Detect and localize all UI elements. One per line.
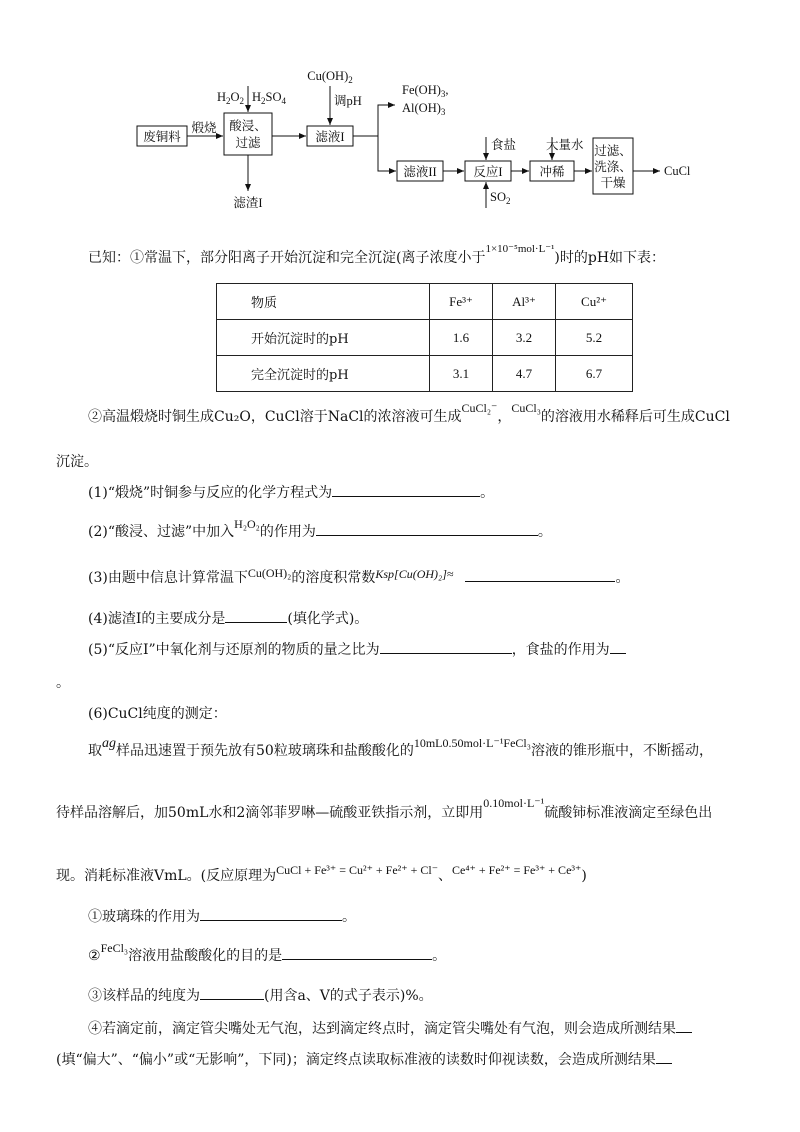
note2-text-b: 的溶液用水稀释后可生成CuCl [540,409,730,425]
answer-blank-6-1[interactable] [200,906,342,921]
arrow-to-filtrate2 [378,136,396,171]
subq-4-text-b: (填“偏大”、“偏小”或“无影响”，下同)；滴定终点读取标准液的读数时仰视读数，会造成所测结果 [56,1052,656,1068]
answer-blank-6-3[interactable] [200,985,264,1000]
subquestion-2 [88,941,447,966]
label-filtrate1: 滤液I [315,130,345,144]
reaction-equation-1: CuCl + Fe³⁺ = Cu²⁺ + Fe²⁺ + Cl⁻ [276,863,439,877]
label-filter-1: 过滤、 [594,144,632,158]
chem-fecl3: FeCl₃ [100,941,129,955]
question-3-text-b: 的溶度积常数 [291,570,376,586]
question-6-line-2 [56,796,713,823]
q6-l2-text: 待样品溶解后，加50mL水和2滴邻菲罗啉—硫酸亚铁指示剂，立即用 [56,805,484,821]
label-reaction1: 反应I [473,165,503,179]
answer-blank-6-4b[interactable] [656,1049,672,1064]
label-filter-2: 洗涤、 [594,160,632,174]
q6-l2-text-b: 硫酸铈标准液滴定至绿色出 [544,805,713,821]
table-cell: 开始沉淀时的pH [217,320,430,356]
table-header-cell: 物质 [217,284,430,320]
label-residue1: 滤渣I [233,196,263,210]
arrow-to-precipitate [378,105,395,136]
question-5-cont: 。 [56,675,70,691]
q6-l1-text-c: 溶液的锥形瓶中，不断摇动， [530,743,713,759]
table-cell: 4.7 [493,356,556,392]
question-4-text: (4)滤渣I的主要成分是 [88,611,226,627]
label-waste-copper: 废铜料 [143,130,181,144]
question-2-text-b: 的作用为 [259,524,316,540]
question-5 [88,639,626,660]
subq-1-text: ①玻璃珠的作用为 [88,909,200,925]
reaction-equation-2: Ce⁴⁺ + Fe²⁺ = Fe³⁺ + Ce³⁺ [452,863,582,877]
process-flow-diagram [0,0,800,230]
subq-2-text: 溶液用盐酸酸化的目的是 [128,948,283,964]
known-intro-end: )时的pH如下表： [554,250,666,266]
label-acid-leach-1: 酸浸、 [229,119,267,133]
question-4-text-b: (填化学式)。 [287,611,369,627]
label-salt: 食盐 [491,138,517,152]
fecl3-solution: 10mL0.50mol·L⁻¹FeCl₃ [413,736,531,750]
note2-line [88,401,730,427]
q6-l3-sep: 、 [438,868,453,884]
table-cell: 5.2 [556,320,633,356]
question-2 [88,517,552,542]
subquestion-3 [88,985,433,1006]
concentration-value: 1×10⁻⁵mol·L⁻¹ [485,243,555,255]
ksp-expression: Ksp[Cu(OH)₂]≈ [375,567,454,581]
subq-3-text: ③该样品的纯度为 [88,988,200,1004]
question-3-text: (3)由题中信息计算常温下 [88,570,248,586]
sample-mass-ag: ag [102,736,116,751]
subq-4-text: ④若滴定前，滴定管尖嘴处无气泡，达到滴定终点时，滴定管尖嘴处有气泡，则会造成所测结果 [88,1021,676,1037]
table-cell: 完全沉淀时的pH [217,356,430,392]
answer-blank-4[interactable] [225,608,287,623]
subquestion-4-cont [56,1049,672,1070]
question-5-text-b: ，食盐的作用为 [511,642,610,658]
question-6-line-1 [88,736,713,762]
question-5-text: (5)“反应I”中氧化剂与还原剂的物质的量之比为 [88,642,380,658]
note2-sep: ， [497,409,512,425]
q6-l1-text: 取 [88,743,102,759]
table-header-cell: Al³⁺ [493,284,556,320]
table-cell: 1.6 [430,320,493,356]
note2-text: ②高温煅烧时铜生成Cu₂O，CuCl溶于NaCl的浓溶液可生成 [88,409,462,425]
q6-l3-end: ) [581,868,587,884]
question-3 [88,567,629,588]
subq-2-end: 。 [432,948,447,964]
q6-l3-text: 现。消耗标准液VmL。(反应原理为 [56,868,277,884]
label-adjust-ph: 调pH [334,94,362,108]
table-row [217,320,633,356]
note2-line-2: 沉淀。 [56,454,98,470]
known-intro-text: 已知：①常温下，部分阳离子开始沉淀和完全沉淀(离子浓度小于 [88,250,486,266]
ion-cucl2: CuCl₂⁻ [461,401,498,415]
precipitation-ph-table [216,283,633,392]
subq-3-text-b: (用含a、V的式子表示)%。 [264,988,433,1004]
label-h2so4: $H_2SO_4$ [252,90,287,106]
table-row [217,356,633,392]
table-cell: 3.1 [430,356,493,392]
subquestion-1 [88,906,356,927]
subq-1-end: 。 [342,909,356,925]
question-1 [88,482,494,503]
answer-blank-6-2[interactable] [282,945,432,960]
answer-blank-5b[interactable] [610,639,626,654]
question-3-end: 。 [615,570,630,586]
question-1-text: (1)“煅烧”时铜参与反应的化学方程式为 [88,485,333,501]
table-header-cell: Fe³⁺ [430,284,493,320]
ion-cucl3: CuCl₃ [511,401,541,415]
q6-l1-text-b: 样品迅速置于预先放有50粒玻璃珠和盐酸酸化的 [116,743,414,759]
label-much-water: 大量水 [546,138,584,152]
subquestion-4 [88,1018,692,1039]
known-intro-line [88,243,666,269]
label-filtrate2: 滤液II [403,165,437,179]
answer-blank-1[interactable] [332,482,480,497]
question-6-title: (6)CuCl纯度的测定： [88,706,227,722]
answer-blank-3[interactable] [465,567,615,582]
table-cell: 6.7 [556,356,633,392]
answer-blank-6-4a[interactable] [676,1018,692,1033]
cerium-concentration: 0.10mol·L⁻¹ [483,796,545,810]
question-2-end: 。 [537,524,552,540]
table-cell: 3.2 [493,320,556,356]
label-h2o2: $H_2O_2$ [216,90,244,106]
subq-2-num: ② [88,948,101,964]
label-so2: $SO_2$ [490,190,511,206]
chem-h2o2: H₂O₂ [234,517,260,531]
label-filter-3: 干燥 [600,176,626,190]
question-1-end: 。 [480,485,495,501]
label-acid-leach-2: 过滤 [235,136,261,150]
question-6-line-3 [56,863,587,886]
label-dilute: 冲稀 [539,165,565,179]
label-cuoh2: $Cu(OH)_2$ [307,69,353,85]
question-4 [88,608,368,629]
table-header-cell: Cu²⁺ [556,284,633,320]
table-header-row [217,284,633,320]
label-cucl-product: CuCl [664,164,691,178]
answer-blank-2[interactable] [316,521,538,536]
label-calcine: 煅烧 [191,121,217,135]
answer-blank-5a[interactable] [380,639,512,654]
label-al-oh3: $Al(OH)_3$ [402,101,446,117]
question-2-text: (2)“酸浸、过滤”中加入 [88,524,235,540]
label-fe-oh3: $Fe(OH)_3$, [402,83,449,99]
chem-cuoh2: Cu(OH)₂ [247,566,292,580]
